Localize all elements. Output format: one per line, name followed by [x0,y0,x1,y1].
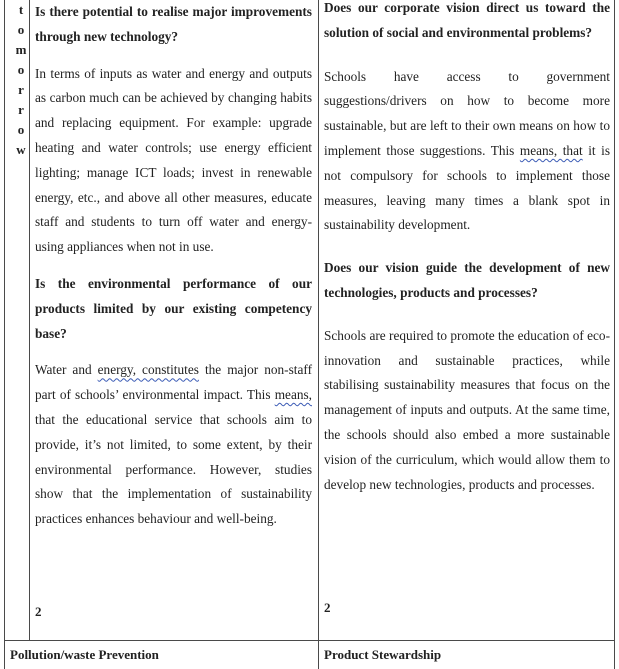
grammar-flag[interactable]: energy, constitutes [97,362,199,378]
grammar-flag[interactable]: means, [274,387,312,403]
side-label-tomorrow [14,0,28,160]
text-run: that the educational service that schools aim to provide, it’s not limited, to some extent, by their environmental performance. However, studies show that the implementation of sustainability practices enhances behaviour and well-being. [35,411,312,527]
right-paragraph-1 [324,65,610,239]
table-row-divider [4,640,615,641]
side-letter: t [18,2,24,17]
side-letter: o [17,122,25,137]
right-score: 2 [324,600,331,615]
side-letter: r [18,102,24,117]
left-question-1: Is there potential to realise major improvements through new technology? [35,4,312,44]
side-letter: r [18,82,24,97]
right-question-2: Does our vision guide the development of new technologies, products and processes? [324,260,610,300]
left-column [35,0,312,532]
table-border-right [614,0,615,669]
right-question-1: Does our corporate vision direct us toward the solution of social and environmental problems? [324,0,610,40]
left-paragraph-2 [35,358,312,532]
left-question-2: Is the environmental performance of our products limited by our existing competency base? [35,275,312,341]
left-paragraph-1: In terms of inputs as water and energy and outputs as carbon much can be achieved by changing habits and replacing equipment. For example: upgrade heating and water controls; use energy efficient lighting; manage ICT loads; invest in renewable energy, etc., and above all other measures, educate staff and students to turn off water and energy-using appliances when not in use. [35,65,312,255]
product-stewardship-label: Product Stewardship [324,647,442,662]
side-letter: m [15,42,27,57]
side-letter: w [16,142,26,157]
table-border-middle [318,0,319,669]
grammar-flag[interactable]: means, that [519,142,583,158]
side-letter: o [17,62,25,77]
right-column [324,0,610,497]
text-run: it is not compulsory for schools to implement those measures, leaving many times a blank spot in sustainability development. [324,142,611,233]
text-run: Water and [35,362,98,378]
text-run: Schools have access to government suggestions/drivers on how to become more sustainable, but are left to their own means on how to implement those suggestions. This [324,68,610,158]
left-score: 2 [35,604,42,619]
text-run: the major non-staff part of schools’ environmental impact. This [35,362,312,403]
table-border-left [4,0,5,669]
right-paragraph-2: Schools are required to promote the education of eco-innovation and sustainable practices, while stabilising sustainability measures that focus on the management of inputs and outputs. At the same time, the schools should also embed a more sustainable vision of the curriculum, which would allow them to develop new technologies, products and processes. [324,327,610,492]
pollution-waste-prevention-label: Pollution/waste Prevention [10,647,159,662]
table-border-inner-left [29,0,30,640]
side-letter: o [17,22,25,37]
